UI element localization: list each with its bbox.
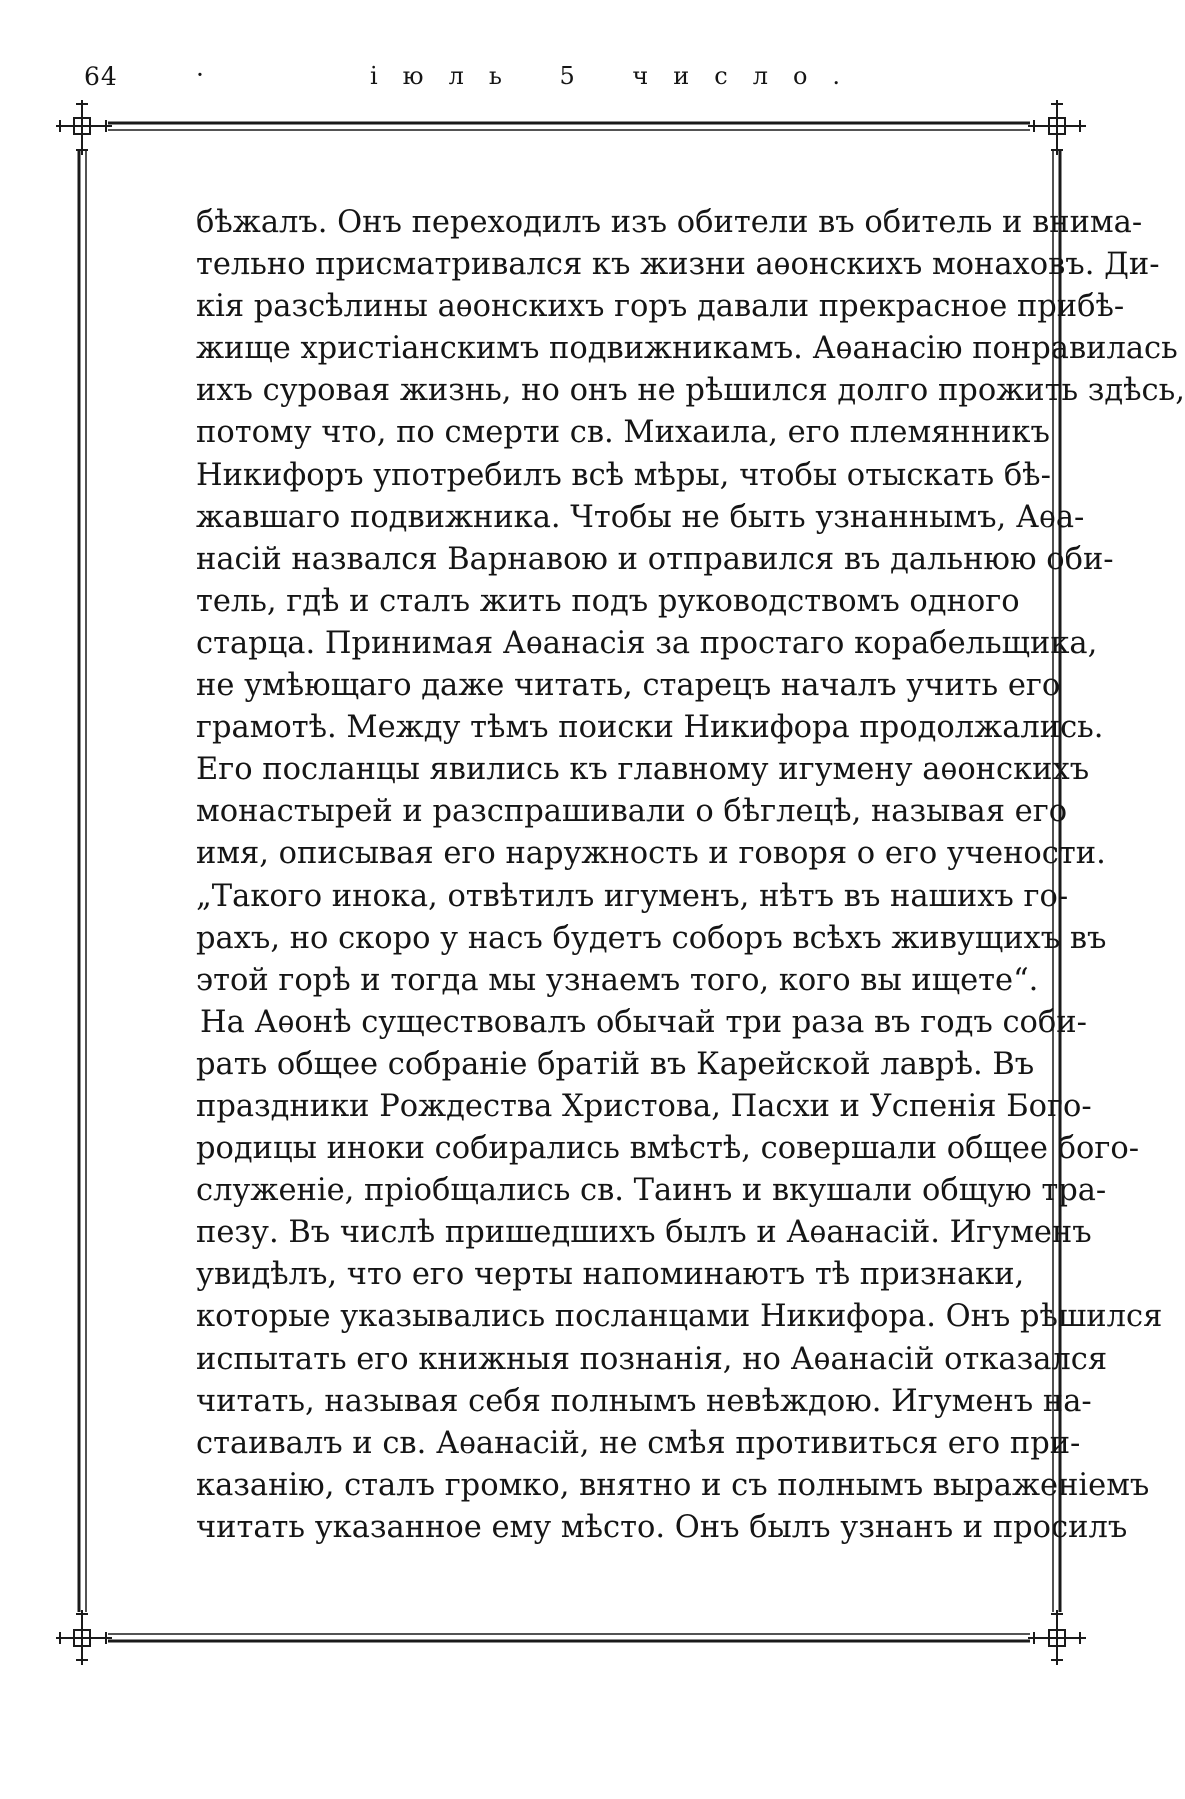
paragraph-start-line: На Аѳонѣ существовалъ обычай три раза въ годъ соби- — [200, 1004, 1087, 1040]
text-line: ихъ суровая жизнь, но онъ не рѣшился долго прожить здѣсь, — [196, 373, 1185, 409]
text-line: увидѣлъ, что его черты напоминаютъ тѣ признаки, — [196, 1257, 1025, 1293]
page-number: 64 — [84, 62, 118, 91]
corner-ornament-top-right — [1028, 100, 1086, 155]
text-line: грамотѣ. Между тѣмъ поиски Никифора продолжались. — [196, 710, 1104, 746]
text-line: жище христіанскимъ подвижникамъ. Аѳанасію понравилась — [196, 331, 1178, 367]
text-line: не умѣющаго даже читать, старецъ началъ учить его — [196, 668, 1061, 704]
text-line: жавшаго подвижника. Чтобы не быть узнаннымъ, Аѳа- — [196, 499, 1085, 535]
text-line: тельно присматривался къ жизни аѳонскихъ монаховъ. Ди- — [196, 247, 1160, 283]
paragraph-end-line: этой горѣ и тогда мы узнаемъ того, кого вы ищете“. — [196, 962, 1039, 998]
text-line: тель, гдѣ и сталъ жить подъ руководствомъ одного — [196, 583, 1020, 619]
text-line: рахъ, но скоро у насъ будетъ соборъ всѣхъ живущихъ въ — [196, 920, 1107, 956]
text-line: читать указанное ему мѣсто. Онъ былъ узнанъ и просилъ — [196, 1509, 1128, 1545]
text-line: потому что, по смерти св. Михаила, его племянникъ — [196, 415, 1050, 451]
text-line: служеніе, пріобщались св. Таинъ и вкушали общую тра- — [196, 1173, 1107, 1209]
text-line: праздники Рождества Христова, Пасхи и Успенія Бого- — [196, 1088, 1092, 1124]
text-line: „Такого инока, отвѣтилъ игуменъ, нѣтъ въ нашихъ го- — [196, 878, 1069, 914]
text-line: читать, называя себя полнымъ невѣждою. Игуменъ на- — [196, 1383, 1092, 1419]
corner-ornament-bottom-right — [1028, 1610, 1086, 1665]
header-separator: · — [196, 60, 204, 89]
text-line: пезу. Въ числѣ пришедшихъ былъ и Аѳанасій. Игуменъ — [196, 1215, 1092, 1251]
text-line: старца. Принимая Аѳанасія за простаго корабельщика, — [196, 625, 1098, 661]
text-line: стаивалъ и св. Аѳанасій, не смѣя противиться его при- — [196, 1425, 1081, 1461]
text-line: монастырей и разспрашивали о бѣглецѣ, называя его — [196, 794, 1068, 830]
text-line: кія разсѣлины аѳонскихъ горъ давали прекрасное прибѣ- — [196, 289, 1125, 325]
running-title: іюль 5 число. — [370, 62, 866, 90]
text-line: рать общее собраніе братій въ Карейской лаврѣ. Въ — [196, 1046, 1035, 1082]
corner-ornament-bottom-left — [56, 1610, 112, 1665]
text-line: родицы иноки собирались вмѣстѣ, совершали общее бого- — [196, 1131, 1140, 1167]
text-line: Никифоръ употребилъ всѣ мѣры, чтобы отыскать бѣ- — [196, 457, 1051, 493]
text-line: имя, описывая его наружность и говоря о его учености. — [196, 836, 1106, 872]
text-line: казанію, сталъ громко, внятно и съ полнымъ выраженіемъ — [196, 1467, 1150, 1503]
text-line: бѣжалъ. Онъ переходилъ изъ обители въ обитель и внима- — [196, 205, 1143, 240]
text-line: испытать его книжныя познанія, но Аѳанасій отказался — [196, 1341, 1108, 1377]
corner-ornament-top-left — [56, 100, 112, 155]
text-line: насій назвался Варнавою и отправился въ дальнюю оби- — [196, 541, 1114, 577]
body-text — [196, 202, 1185, 1549]
text-line: которые указывались посланцами Никифора. Онъ рѣшился — [196, 1299, 1163, 1335]
text-line: Его посланцы явились къ главному игумену аѳонскихъ — [196, 752, 1090, 788]
